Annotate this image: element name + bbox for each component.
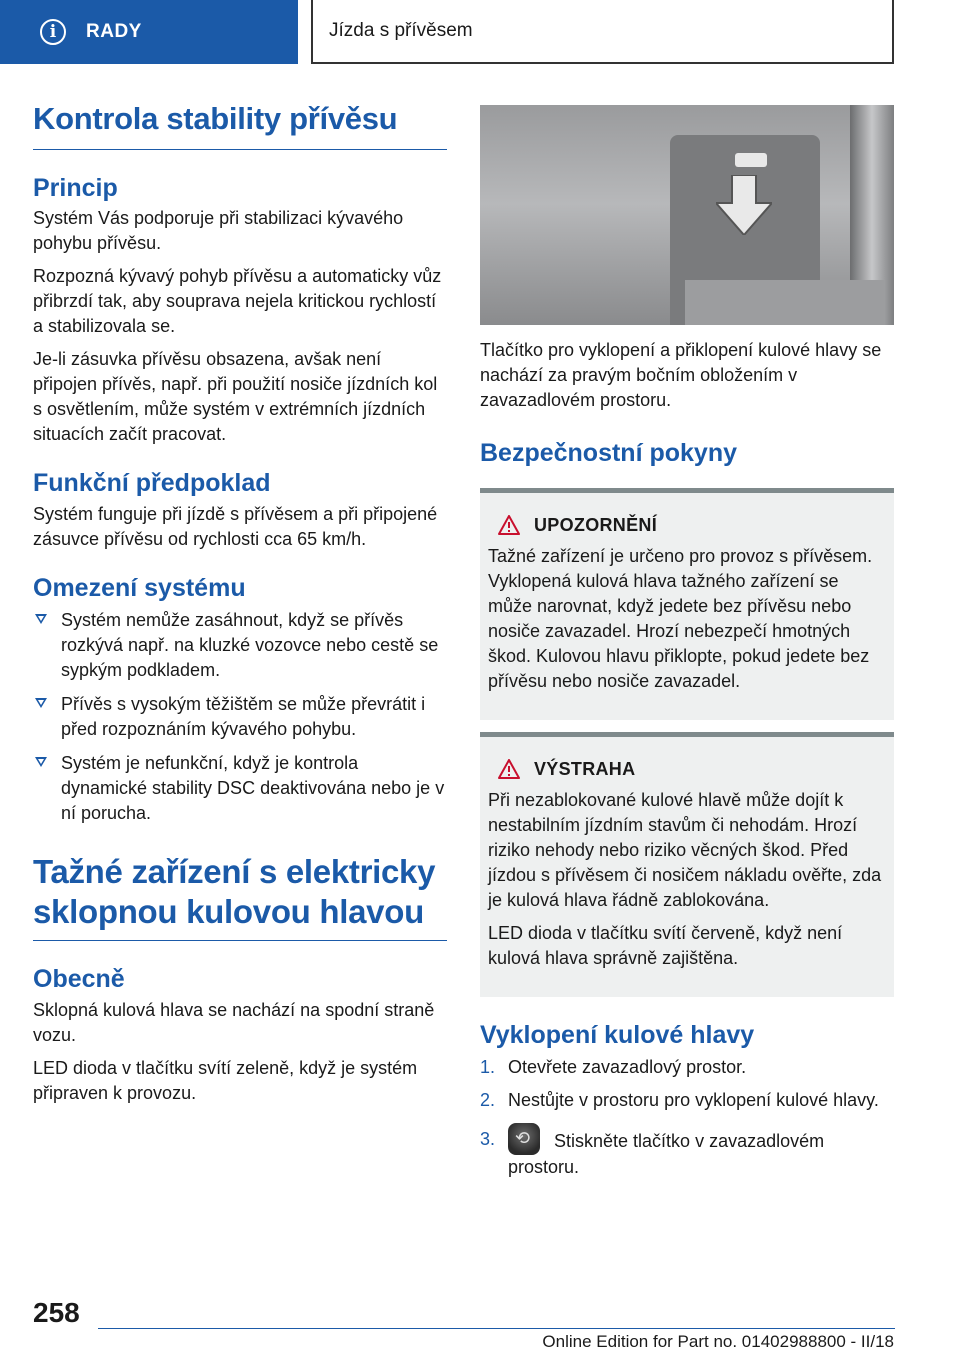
notice-text: LED dioda v tlačítku svítí červeně, když není kulová hlava správně zajištěna. bbox=[488, 922, 843, 968]
obecne-p2: LED dioda v tlačítku svítí zeleně, když je systém připraven k provozu. bbox=[33, 1057, 418, 1103]
list-item: 1. Otevřete zavazadlový prostor. bbox=[480, 1057, 747, 1077]
heading-omezeni: Omezení systému bbox=[33, 573, 246, 602]
bullet-triangle-icon bbox=[35, 757, 47, 767]
notice-label: VÝSTRAHA bbox=[534, 758, 636, 779]
list-item: Systém je nefunkční, když je kontrola dynamické stability DSC deaktivována nebo je v ní porucha. bbox=[33, 751, 447, 826]
bullet-triangle-icon bbox=[35, 614, 47, 624]
notice-text: Při nezablokované kulové hlavě může dojít k nestabilním jízdním stavům či nehodám. Hrozí riziko nehody nebo riziko věcných škod. Před jízdou s přívěsem či nosičem nákladu ověřte, zda je kulová hlava řádně zablokována. bbox=[488, 789, 882, 910]
list-item: Systém nemůže zasáhnout, když se přívěs rozkývá např. na kluzké vozovce nebo cestě se sypkým podkladem. bbox=[33, 608, 447, 683]
trunk-photo bbox=[480, 105, 894, 325]
notice-upozorneni bbox=[480, 488, 894, 720]
footer-divider bbox=[98, 1328, 895, 1329]
predpoklad-p1: Systém funguje při jízdě s přívěsem a při připojené zásuvce přívěsu od rychlosti cca 65 km/h. bbox=[33, 503, 438, 549]
princip-p1: Systém Vás podporuje při stabilizaci kývavého pohybu přívěsu. bbox=[33, 208, 404, 254]
heading-obecne: Obecně bbox=[33, 965, 125, 994]
heading-predpoklad: Funkční předpoklad bbox=[33, 469, 271, 498]
warning-triangle-icon bbox=[498, 759, 520, 779]
steps-list bbox=[480, 1055, 894, 1180]
footer-edition: Online Edition for Part no. 01402988800 - II/18 bbox=[542, 1332, 894, 1351]
princip-p2: Rozpozná kývavý pohyb přívěsu a automaticky vůz přibrzdí tak, aby souprava nejela kritickou rychlostí a stabilizovala se. bbox=[33, 266, 442, 337]
info-icon: i bbox=[40, 19, 66, 45]
left-column bbox=[33, 100, 447, 1106]
heading-princip: Princip bbox=[33, 173, 118, 202]
notice-text: Tažné zařízení je určeno pro provoz s přívěsem. Vyklopená kulová hlava tažného zařízení se může narovnat, když jedete bez přívěsu nebo nosiče zavazadel. Hrozí nebezpečí hmotných škod. Kulovou hlavu přiklopte, pokud jedete bez přívěsu nebo nosiče zavazadel. bbox=[488, 545, 873, 691]
arrow-down-icon bbox=[716, 175, 772, 235]
title-tow-hitch: Tažné zařízení s elektricky sklopnou kulovou hlavou bbox=[33, 852, 447, 941]
page-number: 258 bbox=[33, 1297, 80, 1328]
warning-triangle-icon bbox=[498, 515, 520, 535]
heading-vyklopeni: Vyklopení kulové hlavy bbox=[480, 1020, 755, 1049]
heading-safety: Bezpečnostní pokyny bbox=[480, 439, 737, 467]
right-column bbox=[480, 105, 894, 1180]
list-item: 2. Nestůjte v prostoru pro vyklopení kulové hlavy. bbox=[480, 1090, 879, 1110]
obecne-p1: Sklopná kulová hlava se nachází na spodní straně vozu. bbox=[33, 999, 435, 1045]
list-item: 3. ⟲ Stiskněte tlačítko v zavazadlovém prostoru. bbox=[480, 1123, 894, 1180]
header-page-title: Jízda s přívěsem bbox=[311, 0, 894, 64]
photo-caption: Tlačítko pro vyklopení a přiklopení kulové hlavy se nachází za pravým bočním obložením v zavazadlovém prostoru. bbox=[480, 340, 882, 410]
list-item: Přívěs s vysokým těžištěm se může převrátit i před rozpoznáním kývavého pohybu. bbox=[33, 692, 447, 742]
title-stability: Kontrola stability přívěsu bbox=[33, 100, 447, 150]
trunk-button-icon bbox=[508, 1123, 540, 1155]
section-label: RADY bbox=[86, 21, 142, 42]
bullet-triangle-icon bbox=[35, 698, 47, 708]
princip-p3: Je-li zásuvka přívěsu obsazena, avšak není připojen přívěs, např. při použití nosiče jízdních kol s osvětlením, může systém v extrémních jízdních situacích začít pracovat. bbox=[33, 349, 438, 445]
header-section-tab bbox=[0, 0, 298, 64]
notice-label: UPOZORNĚNÍ bbox=[534, 514, 658, 535]
notice-vystraha bbox=[480, 732, 894, 997]
omezeni-list bbox=[33, 608, 447, 826]
